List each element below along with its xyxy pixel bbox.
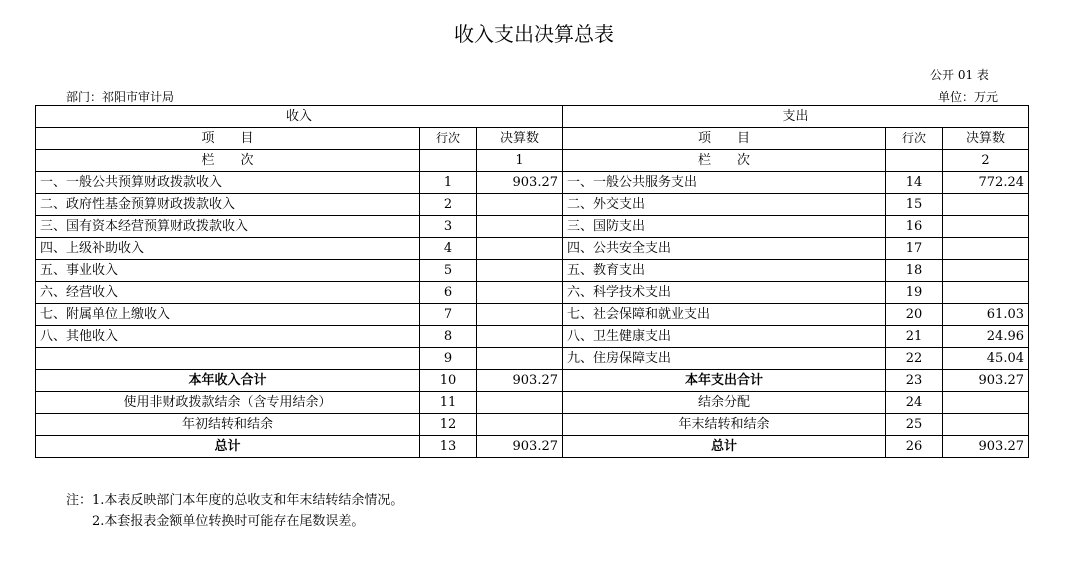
income-row-number: 3 <box>420 216 477 238</box>
expense-amount <box>943 238 1029 260</box>
income-amount: 903.27 <box>477 370 563 392</box>
expense-amount <box>943 260 1029 282</box>
expense-row-number: 16 <box>886 216 943 238</box>
table-row <box>36 304 1029 326</box>
expense-amount <box>943 392 1029 414</box>
expense-item-label: 七、社会保障和就业支出 <box>563 304 886 326</box>
income-amount-header: 决算数 <box>477 128 563 150</box>
expense-row-number: 22 <box>886 348 943 370</box>
income-amount <box>477 348 563 370</box>
table-row <box>36 172 1029 194</box>
expense-item-label: 九、住房保障支出 <box>563 348 886 370</box>
income-row-number: 11 <box>420 392 477 414</box>
income-row-number: 5 <box>420 260 477 282</box>
income-row-number: 4 <box>420 238 477 260</box>
expense-item-label: 三、国防支出 <box>563 216 886 238</box>
income-column-label: 栏 次 <box>36 150 420 172</box>
expense-row-number: 20 <box>886 304 943 326</box>
income-item-label: 本年收入合计 <box>36 370 420 392</box>
expense-row-number: 23 <box>886 370 943 392</box>
table-row <box>36 216 1029 238</box>
expense-item-label: 一、一般公共服务支出 <box>563 172 886 194</box>
income-column-index: 1 <box>477 150 563 172</box>
income-row-number: 2 <box>420 194 477 216</box>
income-item-label: 二、政府性基金预算财政拨款收入 <box>36 194 420 216</box>
income-row-number: 10 <box>420 370 477 392</box>
income-amount <box>477 238 563 260</box>
expense-row-number: 17 <box>886 238 943 260</box>
table-row <box>36 260 1029 282</box>
income-item-label: 六、经营收入 <box>36 282 420 304</box>
footnotes <box>66 490 403 532</box>
footnote-1: 注：1.本表反映部门本年度的总收支和年末结转结余情况。 <box>66 493 404 508</box>
expense-row-number: 24 <box>886 392 943 414</box>
income-item-label: 三、国有资本经营预算财政拨款收入 <box>36 216 420 238</box>
section-header-row <box>36 106 1029 128</box>
income-item-label: 总计 <box>36 436 420 458</box>
expense-item-label: 二、外交支出 <box>563 194 886 216</box>
income-amount <box>477 392 563 414</box>
table-row <box>36 414 1029 436</box>
expense-amount <box>943 282 1029 304</box>
expense-header: 支出 <box>563 106 1029 128</box>
expense-row-number: 18 <box>886 260 943 282</box>
income-item-label: 使用非财政拨款结余（含专用结余） <box>36 392 420 414</box>
income-row-number: 13 <box>420 436 477 458</box>
expense-row-number: 26 <box>886 436 943 458</box>
expense-row-number: 21 <box>886 326 943 348</box>
expense-amount: 45.04 <box>943 348 1029 370</box>
income-item-label: 八、其他收入 <box>36 326 420 348</box>
expense-item-label: 四、公共安全支出 <box>563 238 886 260</box>
income-amount <box>477 282 563 304</box>
income-item-label: 一、一般公共预算财政拨款收入 <box>36 172 420 194</box>
income-row-number: 9 <box>420 348 477 370</box>
income-item-label: 年初结转和结余 <box>36 414 420 436</box>
footnote-2: 2.本套报表金额单位转换时可能存在尾数误差。 <box>66 514 365 529</box>
income-amount <box>477 216 563 238</box>
expense-column-index: 2 <box>943 150 1029 172</box>
grand-total-row <box>36 436 1029 458</box>
expense-item-label: 年末结转和结余 <box>563 414 886 436</box>
income-expense-table <box>35 105 1029 458</box>
expense-item-label: 本年支出合计 <box>563 370 886 392</box>
column-index-row <box>36 150 1029 172</box>
empty-cell <box>420 150 477 172</box>
income-row-number: 12 <box>420 414 477 436</box>
income-amount <box>477 194 563 216</box>
income-amount <box>477 414 563 436</box>
expense-item-label: 六、科学技术支出 <box>563 282 886 304</box>
expense-row-number: 14 <box>886 172 943 194</box>
form-number: 公开 01 表 <box>930 68 989 82</box>
expense-item-label: 总计 <box>563 436 886 458</box>
expense-amount <box>943 414 1029 436</box>
expense-amount: 772.24 <box>943 172 1029 194</box>
income-amount: 903.27 <box>477 172 563 194</box>
income-item-label: 四、上级补助收入 <box>36 238 420 260</box>
income-amount <box>477 304 563 326</box>
expense-item-label: 结余分配 <box>563 392 886 414</box>
income-item-label <box>36 348 420 370</box>
expense-amount-header: 决算数 <box>943 128 1029 150</box>
table-row <box>36 194 1029 216</box>
department-label: 部门：祁阳市审计局 <box>66 90 175 104</box>
expense-amount: 61.03 <box>943 304 1029 326</box>
expense-item-label: 八、卫生健康支出 <box>563 326 886 348</box>
expense-row-number: 15 <box>886 194 943 216</box>
expense-amount: 903.27 <box>943 370 1029 392</box>
income-amount <box>477 260 563 282</box>
table-row <box>36 282 1029 304</box>
expense-row-number: 19 <box>886 282 943 304</box>
table-row <box>36 238 1029 260</box>
income-row-number: 8 <box>420 326 477 348</box>
expense-amount <box>943 216 1029 238</box>
income-header: 收入 <box>36 106 563 128</box>
expense-amount: 24.96 <box>943 326 1029 348</box>
unit-label: 单位：万元 <box>938 90 999 104</box>
income-row-number: 7 <box>420 304 477 326</box>
income-row-number: 1 <box>420 172 477 194</box>
column-header-row <box>36 128 1029 150</box>
table-row <box>36 348 1029 370</box>
table-row <box>36 392 1029 414</box>
income-row-no-header: 行次 <box>420 128 477 150</box>
expense-row-no-header: 行次 <box>886 128 943 150</box>
page-title: 收入支出决算总表 <box>454 22 614 46</box>
table-row <box>36 326 1029 348</box>
expense-item-header: 项 目 <box>563 128 886 150</box>
expense-amount <box>943 194 1029 216</box>
income-item-label: 五、事业收入 <box>36 260 420 282</box>
income-row-number: 6 <box>420 282 477 304</box>
expense-amount: 903.27 <box>943 436 1029 458</box>
year-total-row <box>36 370 1029 392</box>
expense-column-label: 栏 次 <box>563 150 886 172</box>
expense-item-label: 五、教育支出 <box>563 260 886 282</box>
income-amount: 903.27 <box>477 436 563 458</box>
income-item-header: 项 目 <box>36 128 420 150</box>
income-item-label: 七、附属单位上缴收入 <box>36 304 420 326</box>
empty-cell <box>886 150 943 172</box>
income-amount <box>477 326 563 348</box>
expense-row-number: 25 <box>886 414 943 436</box>
